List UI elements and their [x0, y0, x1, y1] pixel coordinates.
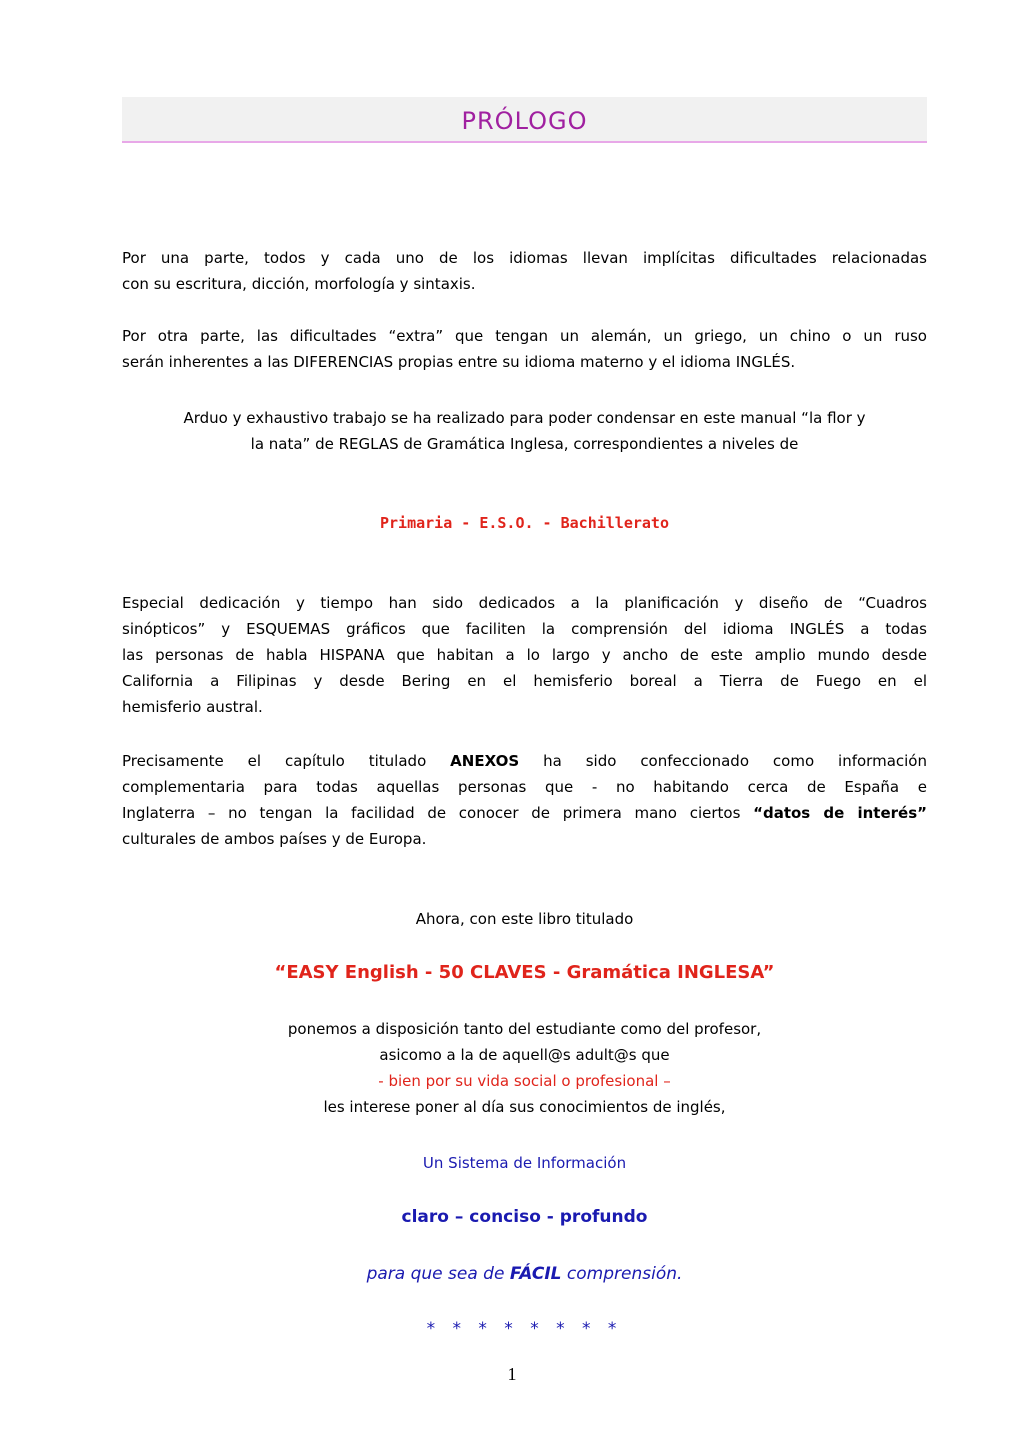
book-intro: Ahora, con este libro titulado	[415, 910, 634, 928]
paragraph-difficulties	[122, 323, 927, 375]
text-segment: Inglaterra – no tengan la facilidad de conocer de primera mano ciertos	[122, 804, 754, 822]
system-line: Un Sistema de Información	[422, 1154, 627, 1172]
paragraph-annexes	[122, 748, 927, 852]
paragraph-dedication	[122, 590, 927, 720]
paragraph-line	[122, 800, 927, 826]
text-segment: comprensión.	[561, 1264, 683, 1284]
book-title-text: “EASY English - 50 CLAVES - Gramática INGLESA”	[274, 962, 775, 983]
levels-text: Primaria - E.S.O. - Bachillerato	[380, 514, 669, 532]
qualities-text: claro – conciso - profundo	[401, 1207, 648, 1227]
paragraph-work	[122, 405, 927, 457]
paragraph-line: hemisferio austral.	[122, 698, 263, 716]
stars-divider	[122, 1316, 927, 1342]
paragraph-line: las personas de habla HISPANA que habitan a lo largo y ancho de este amplio mundo desde	[122, 646, 927, 664]
closing-line	[122, 1261, 927, 1287]
stars-text: * * * * * * * *	[426, 1319, 623, 1339]
page-title: PRÓLOGO	[122, 97, 927, 143]
paragraph-line: Por otra parte, las dificultades “extra” que tengan un alemán, un griego, un chino o un ruso	[122, 327, 927, 345]
paragraph-line: California a Filipinas y desde Bering en el hemisferio boreal a Tierra de Fuego en el	[122, 672, 927, 690]
offer-line: ponemos a disposición tanto del estudiante como del profesor,	[287, 1020, 762, 1038]
paragraph-line	[122, 748, 927, 774]
paragraph-line: serán inherentes a las DIFERENCIAS propias entre su idioma materno y el idioma INGLÉS.	[122, 353, 796, 371]
offer-line: asicomo a la de aquell@s adult@s que	[379, 1046, 670, 1064]
qualities-line	[122, 1204, 927, 1230]
text-segment: para que sea de	[366, 1264, 510, 1284]
offer-line: les interese poner al día sus conocimientos de inglés,	[323, 1098, 726, 1116]
book-title	[122, 960, 927, 986]
text-segment: ha sido confeccionado como información	[519, 752, 927, 770]
easy-keyword: FÁCIL	[509, 1264, 562, 1284]
paragraph-line: Arduo y exhaustivo trabajo se ha realizado para poder condensar en este manual “la flor y	[183, 409, 866, 427]
paragraph-intro	[122, 245, 927, 297]
paragraph-line: culturales de ambos países y de Europa.	[122, 830, 427, 848]
page-number: 1	[507, 1364, 517, 1384]
data-of-interest-keyword: “datos de interés”	[753, 804, 928, 822]
paragraph-line: con su escritura, dicción, morfología y sintaxis.	[122, 275, 476, 293]
levels-heading	[122, 510, 927, 536]
annexes-keyword: ANEXOS	[450, 752, 520, 770]
closing-text	[367, 1264, 683, 1284]
paragraph-line: sinópticos” y ESQUEMAS gráficos que faciliten la comprensión del idioma INGLÉS a todas	[122, 620, 927, 638]
paragraph-line: la nata” de REGLAS de Gramática Inglesa, correspondientes a niveles de	[250, 435, 799, 453]
offer-line-highlight: - bien por su vida social o profesional –	[378, 1072, 671, 1090]
paragraph-line: Especial dedicación y tiempo han sido dedicados a la planificación y diseño de “Cuadros	[122, 594, 927, 612]
offer-block	[122, 1016, 927, 1120]
text-segment: Precisamente el capítulo titulado	[122, 752, 451, 770]
paragraph-line: Por una parte, todos y cada uno de los idiomas llevan implícitas dificultades relacionadas	[122, 249, 927, 267]
paragraph-line: complementaria para todas aquellas personas que - no habitando cerca de España e	[122, 778, 927, 796]
